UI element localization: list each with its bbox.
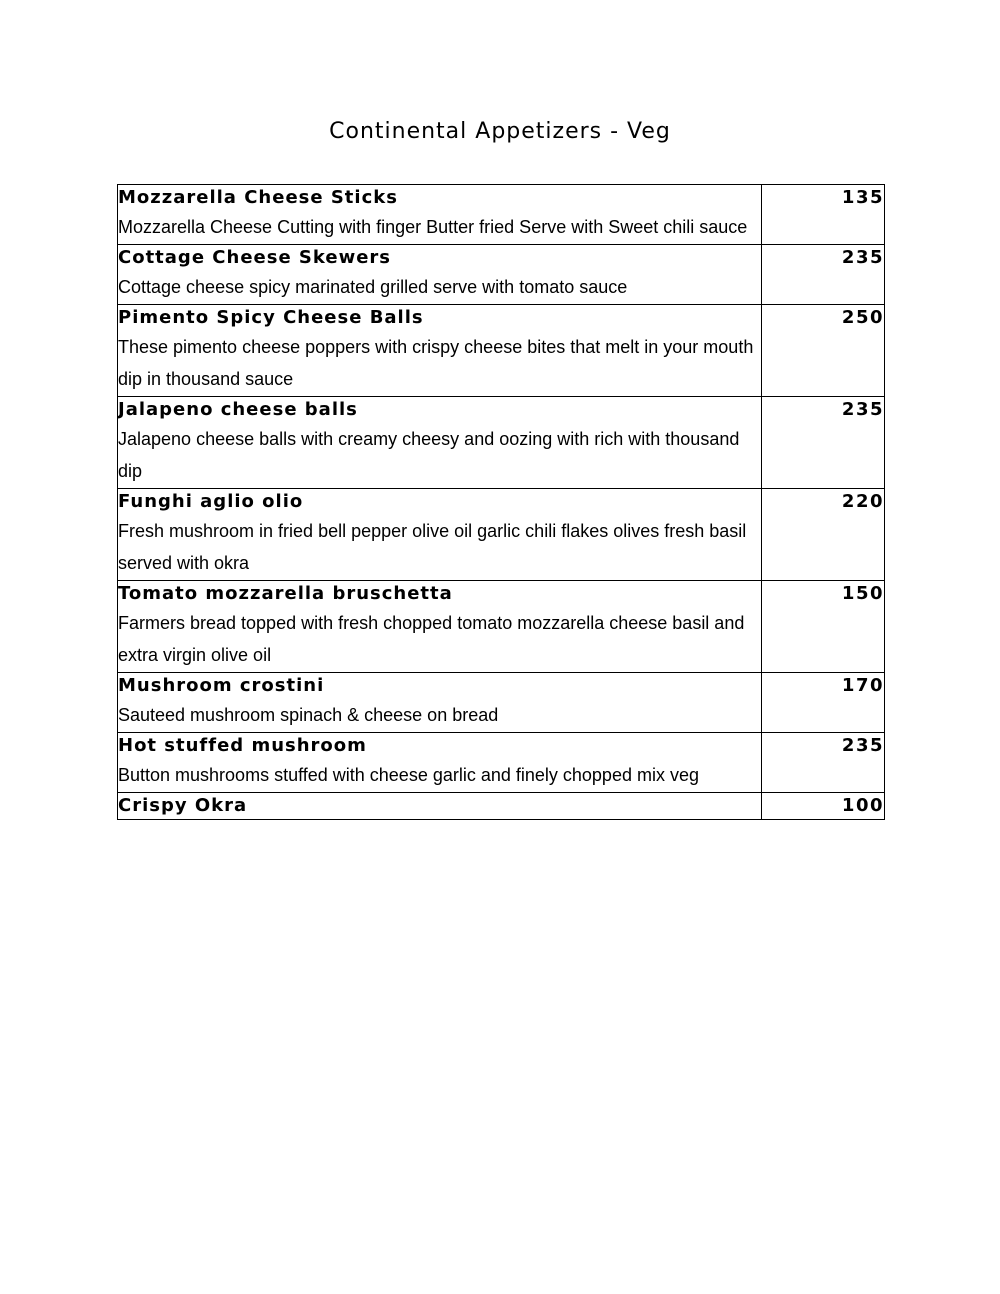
menu-row [118,673,885,733]
menu-item-name: Crispy Okra [118,795,248,816]
menu-row [118,397,885,489]
menu-table [117,184,885,820]
menu-row [118,793,885,820]
menu-item-description: Button mushrooms stuffed with cheese garlic and finely chopped mix veg [118,765,699,785]
menu-item-description: Mozzarella Cheese Cutting with finger Butter fried Serve with Sweet chili sauce [118,217,748,237]
menu-price-cell [762,733,885,793]
menu-price-cell [762,793,885,820]
menu-item-price: 220 [841,491,884,512]
menu-row [118,245,885,305]
menu-item-cell [118,581,762,673]
page-title: Continental Appetizers - Veg [329,119,671,144]
menu-row [118,581,885,673]
menu-item-description: Farmers bread topped with fresh chopped tomato mozzarella cheese basil and extra virgin olive oil [118,613,745,665]
menu-price-cell [762,185,885,245]
menu-price-cell [762,397,885,489]
menu-item-name: Jalapeno cheese balls [118,399,358,420]
menu-item-description: Fresh mushroom in fried bell pepper olive oil garlic chili flakes olives fresh basil served with okra [118,521,747,573]
menu-item-description: Cottage cheese spicy marinated grilled serve with tomato sauce [118,277,628,297]
menu-item-name: Mozzarella Cheese Sticks [118,187,398,208]
menu-row [118,733,885,793]
menu-price-cell [762,581,885,673]
menu-row [118,305,885,397]
menu-item-description: These pimento cheese poppers with crispy cheese bites that melt in your mouth dip in thousand sauce [118,337,754,389]
menu-item-name: Funghi aglio olio [118,491,304,512]
menu-item-name: Hot stuffed mushroom [118,735,367,756]
menu-item-name: Tomato mozzarella bruschetta [118,583,453,604]
menu-row [118,185,885,245]
menu-item-price: 170 [841,675,884,696]
menu-item-price: 150 [841,583,884,604]
menu-price-cell [762,245,885,305]
menu-item-price: 235 [841,247,884,268]
menu-item-cell [118,397,762,489]
menu-item-name: Mushroom crostini [118,675,325,696]
menu-item-cell [118,305,762,397]
menu-price-cell [762,673,885,733]
menu-item-price: 100 [841,795,884,816]
menu-price-cell [762,489,885,581]
menu-item-description: Jalapeno cheese balls with creamy cheesy and oozing with rich with thousand dip [118,429,740,481]
menu-item-price: 135 [841,187,884,208]
menu-item-name: Pimento Spicy Cheese Balls [118,307,424,328]
menu-price-cell [762,305,885,397]
menu-item-price: 250 [841,307,884,328]
menu-row [118,489,885,581]
menu-item-cell [118,489,762,581]
menu-item-description: Sauteed mushroom spinach & cheese on bread [118,705,499,725]
menu-item-name: Cottage Cheese Skewers [118,247,392,268]
menu-item-cell [118,245,762,305]
menu-item-price: 235 [841,735,884,756]
menu-item-cell [118,185,762,245]
menu-item-cell [118,793,762,820]
menu-item-cell [118,673,762,733]
menu-item-price: 235 [841,399,884,420]
menu-item-cell [118,733,762,793]
